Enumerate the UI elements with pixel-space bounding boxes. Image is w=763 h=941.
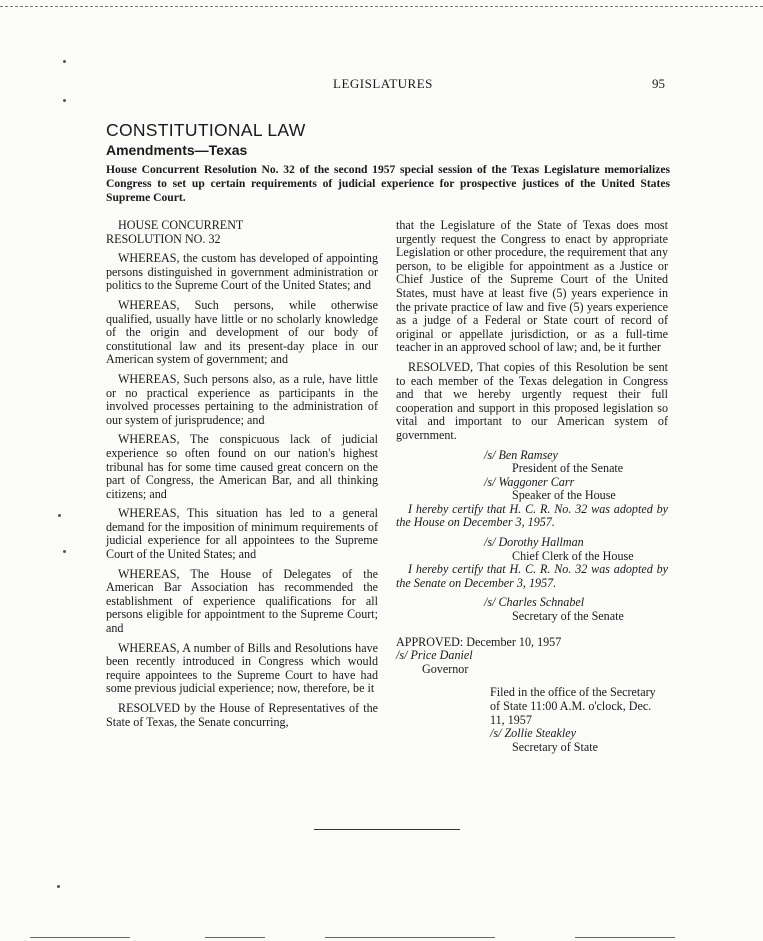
- resolution-heading-line2: RESOLUTION NO. 32: [106, 231, 221, 246]
- whereas-paragraph-5: WHEREAS, This situation has led to a general demand for the imposition of minimum requirements of judicial experience for all appointees to the Supreme Court of the United States; and: [106, 506, 378, 562]
- signature-title: Governor: [422, 661, 469, 676]
- resolution-heading-line1: HOUSE CONCURRENT: [118, 218, 244, 232]
- scan-speck: [63, 99, 66, 102]
- scan-edge-line: [30, 937, 130, 938]
- signature-title: President of the Senate: [512, 461, 624, 476]
- signature-name: /s/ Price Daniel: [396, 648, 473, 663]
- whereas-paragraph-2: WHEREAS, Such persons, while otherwise qualified, usually have little or no scholarly knowledge of the origin and development of our body of constitutional law and its present-day place in our American system of government; and: [106, 297, 378, 367]
- signature-block-president: [484, 449, 668, 476]
- summary-paragraph: House Concurrent Resolution No. 32 of the second 1957 special session of the Texas Legislature memorializes Congress to set up certain requirements of judicial experience for prospective justices of the United States Supreme Court.: [106, 163, 670, 204]
- page-number: 95: [652, 76, 665, 91]
- scan-speck: [58, 514, 61, 517]
- approval-block: [396, 636, 668, 677]
- whereas-paragraph-1: WHEREAS, the custom has developed of appointing persons distinguished in government administration or politics to the Supreme Court of the United States; and: [106, 251, 378, 293]
- house-certification: I hereby certify that H. C. R. No. 32 was adopted by the House on December 3, 1957.: [396, 501, 668, 530]
- senate-certification: I hereby certify that H. C. R. No. 32 was adopted by the Senate on December 3, 1957.: [396, 562, 668, 590]
- whereas-paragraph-4: WHEREAS, The conspicuous lack of judicial experience so often found on our nation's highest tribunal has for some time caused great concern on the part of Congress, the American Bar, and all thinking citizens; and: [106, 432, 378, 501]
- signature-name: /s/ Charles Schnabel: [484, 595, 585, 610]
- signature-name: /s/ Waggoner Carr: [484, 474, 575, 489]
- resolved-paragraph-1: RESOLVED by the House of Representatives of the State of Texas, the Senate concurring,: [106, 701, 378, 729]
- signature-block-secretary-senate: [484, 596, 668, 623]
- signature-title: Secretary of State: [512, 739, 598, 754]
- running-head-title: LEGISLATURES: [333, 76, 433, 91]
- signature-block-clerk: [484, 536, 668, 563]
- scan-speck: [63, 550, 66, 553]
- filing-note: Filed in the office of the Secretary of State 11:00 A.M. o'clock, Dec. 11, 1957: [490, 685, 656, 727]
- left-column: [106, 219, 378, 735]
- whereas-paragraph-6: WHEREAS, The House of Delegates of the American Bar Association has recommended the establishment of experience qualifications for all persons eligible for appointment to the Supreme Court; and: [106, 566, 378, 636]
- scan-speck: [63, 60, 66, 63]
- signature-title: Speaker of the House: [512, 488, 616, 503]
- resolution-heading: [106, 219, 378, 246]
- approved-date: APPROVED: December 10, 1957: [396, 634, 562, 649]
- subsection-title: Amendments—Texas: [106, 142, 248, 158]
- scan-edge-line: [205, 937, 265, 938]
- signature-title: Secretary of the Senate: [512, 609, 624, 624]
- top-border: [0, 6, 763, 7]
- scan-speck: [57, 885, 60, 888]
- signature-block-speaker: [484, 476, 668, 503]
- signature-name: /s/ Zollie Steakley: [490, 726, 576, 741]
- scan-edge-line: [325, 937, 495, 938]
- whereas-paragraph-3: WHEREAS, Such persons also, as a rule, have little or no practical experience as participants in the involved processes pertaining to the administration of our system of jurisprudence; and: [106, 371, 378, 427]
- signature-name: /s/ Dorothy Hallman: [484, 535, 584, 550]
- filing-block: [490, 686, 668, 754]
- signature-name: /s/ Ben Ramsey: [484, 447, 558, 462]
- right-column: [396, 219, 668, 754]
- resolved-paragraph-2: RESOLVED, That copies of this Resolution be sent to each member of the Texas delegation in Congress and that we hereby urgently request their full cooperation and support in this proposed legislation so vital and important to our American system of government.: [396, 359, 668, 442]
- end-rule: [314, 829, 460, 830]
- whereas-paragraph-7: WHEREAS, A number of Bills and Resolutions have been recently introduced in Congress which would require appointees to the Supreme Court to have had some previous judicial experience; now, therefore, be it: [106, 640, 378, 696]
- section-title: CONSTITUTIONAL LAW: [106, 120, 306, 140]
- signature-title: Chief Clerk of the House: [512, 548, 634, 563]
- resolution-continuation: that the Legislature of the State of Texas does most urgently request the Congress to enact by appropriate Legislation or other procedure, the requirement that any person, to be eligible for appointment as a Justice or Chief Justice of the Supreme Court of the United States, must have at least five (5) years experience in the private practice of law and five (5) years experience as a judge of a Federal or State court of record of original or appellate jurisdiction, or as a full-time teacher in an approved school of law; and, be it further: [396, 218, 668, 355]
- scan-edge-line: [575, 937, 675, 938]
